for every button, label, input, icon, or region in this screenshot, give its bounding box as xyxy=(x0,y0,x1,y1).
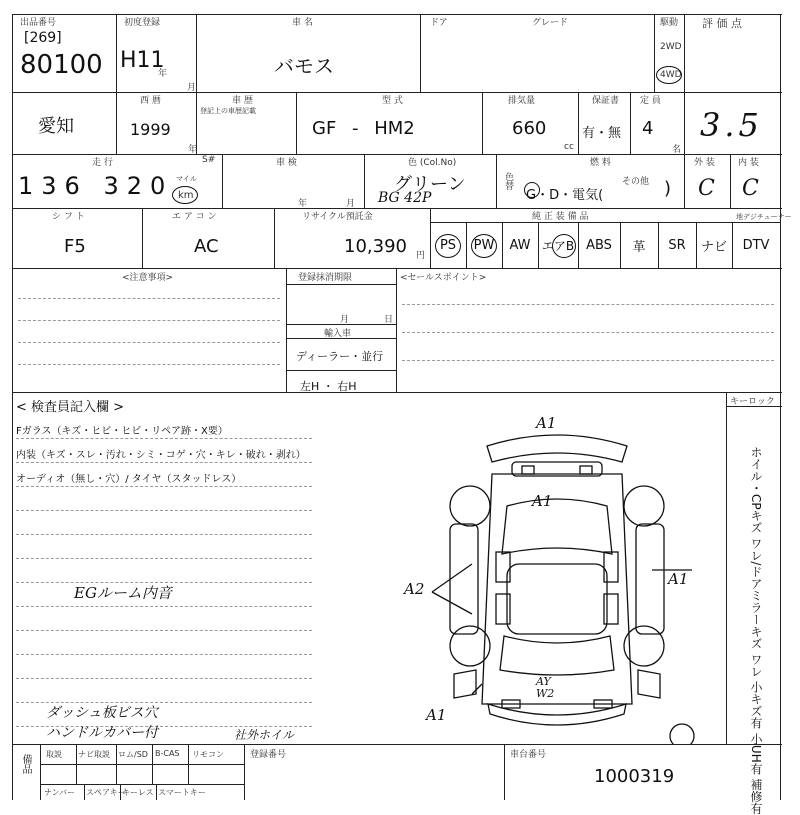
drive-label: 駆動 xyxy=(660,18,679,28)
mark-a1-rear: A1 xyxy=(426,706,447,724)
fuel-value: G・D・電気( xyxy=(526,188,604,203)
lot-number: 80100 xyxy=(20,50,103,80)
year-value: 1999 xyxy=(130,120,171,139)
notes-label: <注意事項> xyxy=(122,273,174,283)
tuner-label: 地デジチューナー xyxy=(736,213,792,221)
mileage-km-circle xyxy=(172,186,198,204)
handwritten-note-4: 社外ホイル xyxy=(234,728,295,742)
key-lock-label: キーロック xyxy=(730,397,775,407)
equip-airbag: エアB xyxy=(541,238,575,253)
first-reg-value: H11 xyxy=(120,48,165,73)
inspector-line3: オーディオ（無し・穴）/ タイヤ（スタッドレス） xyxy=(16,474,242,485)
capacity-unit: 名 xyxy=(672,145,682,155)
first-reg-month-unit: 月 xyxy=(187,83,197,93)
equip-abs: ABS xyxy=(586,237,612,253)
car-name-label: 車 名 xyxy=(292,18,313,28)
equip-ps-circle xyxy=(435,234,461,258)
exterior-value: C xyxy=(698,176,715,201)
year-unit: 年 xyxy=(188,145,198,155)
ac-label: エ ア コ ン xyxy=(172,212,217,222)
equip-dtv: DTV xyxy=(742,237,770,253)
mark-a1-right: A1 xyxy=(668,570,689,588)
first-reg-label: 初度登録 xyxy=(124,18,161,28)
mark-a2-left: A2 xyxy=(404,580,425,598)
auction-sheet xyxy=(12,14,792,815)
mark-a1-front: A1 xyxy=(536,414,557,432)
sales-point-label: <セールスポイント> xyxy=(400,273,487,283)
footer-item-rom-sd: ロム/SD xyxy=(118,750,148,759)
recycle-value: 10,390 xyxy=(344,236,407,257)
drive-4wd-circle xyxy=(656,66,682,84)
warranty-label: 保証書 xyxy=(592,96,620,106)
dealer-label: ディーラー・並行 xyxy=(296,350,384,363)
lot-label: 出品番号 xyxy=(20,18,57,28)
interior-value: C xyxy=(742,176,759,201)
mark-ay-w2: AY W2 xyxy=(536,675,555,700)
capacity-label: 定 員 xyxy=(640,96,661,106)
model-value: GF - HM2 xyxy=(312,118,415,139)
reg-deadline-day: 日 xyxy=(384,315,394,325)
import-label: 輸入車 xyxy=(324,329,352,339)
footer-item-keyless: キーレス xyxy=(122,788,154,797)
capacity-value: 4 xyxy=(642,118,654,139)
color-code: BG 42P xyxy=(378,190,432,206)
inspection-year: 年 xyxy=(298,199,308,209)
score-label: 評 価 点 xyxy=(702,17,742,30)
steering-label: 左H ・ 右H xyxy=(300,380,357,393)
drive-4wd: 4WD xyxy=(660,70,682,80)
reg-no-label: 登録番号 xyxy=(250,750,287,760)
footer-side-label: 備品 xyxy=(20,754,31,774)
equip-aw: AW xyxy=(509,237,531,253)
color-value: グリーン xyxy=(394,174,466,195)
reg-deadline-month: 月 xyxy=(340,315,350,325)
handwritten-note-3: ハンドルカバー付 xyxy=(46,725,158,741)
displacement-value: 660 xyxy=(512,118,547,139)
handwritten-note-2: ダッシュ板ビス穴 xyxy=(46,705,158,721)
door-label: ドア xyxy=(430,18,448,28)
inspector-line1: Fガラス（キズ・ヒビ・ヒビ・リペア跡・X要） xyxy=(16,426,228,437)
reg-deadline-label: 登録抹消期限 xyxy=(298,273,353,283)
equip-sr: SR xyxy=(668,237,686,253)
exterior-label: 外 装 xyxy=(694,158,715,168)
odometer-label: S# xyxy=(202,155,216,165)
footer-item-navi-manual: ナビ取説 xyxy=(78,750,110,759)
shaken-label: 車 歴 xyxy=(232,96,253,106)
fuel-label: 燃 料 xyxy=(590,158,611,168)
first-reg-year-unit: 年 xyxy=(158,69,168,79)
footer-item-spare-key: スペアキー xyxy=(86,788,126,797)
footer-item-bcas: B-CAS xyxy=(155,749,180,758)
drive-2wd: 2WD xyxy=(660,42,682,52)
mileage-unit-mile: マイル xyxy=(176,175,197,183)
equip-leather: 革 xyxy=(632,239,646,255)
interior-label: 内 装 xyxy=(738,158,759,168)
warranty-value: 有・無 xyxy=(582,126,622,141)
model-label: 型 式 xyxy=(382,96,403,106)
frame-no-value: 1000319 xyxy=(594,766,675,787)
car-name-value: バモス xyxy=(274,54,334,78)
fuel-close: ) xyxy=(664,178,672,199)
shift-label: シ フ ト xyxy=(52,212,85,222)
footer-item-smart-key: スマートキー xyxy=(158,788,206,797)
score-value: 3.5 xyxy=(700,106,763,144)
inspector-line2: 内装（キズ・スレ・汚れ・シミ・コゲ・穴・キレ・破れ・剥れ） xyxy=(16,450,306,461)
lot-prefix: [269] xyxy=(24,30,62,46)
displacement-label: 排気量 xyxy=(508,96,536,106)
year-label: 西 暦 xyxy=(140,96,161,106)
equipment-label: 純 正 装 備 品 xyxy=(532,212,589,222)
shaken-note: 登記上の車歴記載 xyxy=(200,107,256,115)
mileage-value: 136 320 xyxy=(18,172,174,200)
inspector-title: < 検査員記入欄 > xyxy=(16,400,125,415)
footer-item-number: ナンバー xyxy=(44,788,76,797)
equip-pw-circle xyxy=(471,234,497,258)
displacement-unit: cc xyxy=(564,142,574,152)
handwritten-note-1: EGルーム内音 xyxy=(74,584,172,602)
frame-no-label: 車台番号 xyxy=(510,750,547,760)
recycle-label: リサイクル預託金 xyxy=(302,212,373,222)
shift-value: F5 xyxy=(64,236,86,257)
fuel-g-circle xyxy=(524,182,540,198)
diagram-side-note: ホイル・CPキズ ワレ/ドアミラーキズ ワレ 小キズ有 小UH有 補修有 xyxy=(749,446,763,815)
equip-ps: PS xyxy=(439,237,457,253)
mark-a1-hood: A1 xyxy=(532,492,553,510)
footer-item-manual: 取説 xyxy=(46,750,62,759)
equip-pw: PW xyxy=(473,237,495,253)
mileage-unit-km: km xyxy=(178,190,194,201)
inspection-label: 車 検 xyxy=(276,158,297,168)
equip-navi: ナビ xyxy=(700,239,727,255)
color-label: 色 (Col.No) xyxy=(408,158,457,168)
footer-item-remote: リモコン xyxy=(192,750,224,759)
recycle-unit: 円 xyxy=(416,251,426,261)
inspection-month: 月 xyxy=(346,199,356,209)
ac-value: AC xyxy=(194,236,219,257)
equip-airbag-circle xyxy=(552,234,576,258)
color-change-label: 色替 xyxy=(503,172,513,190)
grade-label: グレード xyxy=(532,18,569,28)
location-value: 愛知 xyxy=(38,116,74,137)
fuel-other: その他 xyxy=(622,177,650,187)
mileage-label: 走 行 xyxy=(92,158,113,168)
